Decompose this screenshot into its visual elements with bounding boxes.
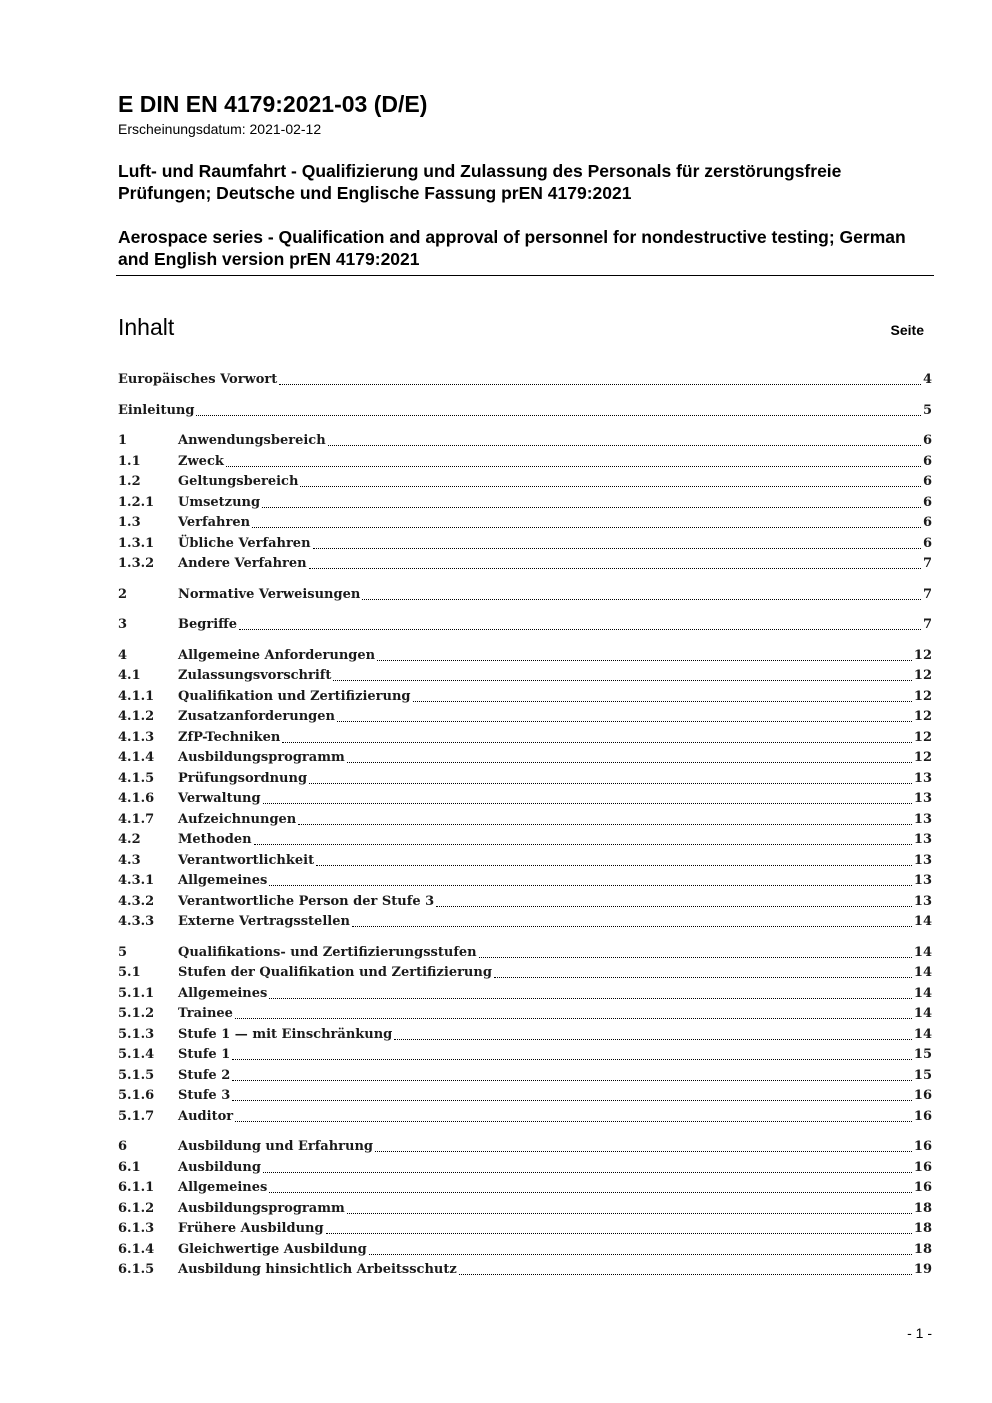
toc-dot-leader [232, 1099, 912, 1101]
toc-entry-title: Verwaltung [178, 791, 261, 806]
toc-dot-leader [232, 1079, 912, 1081]
toc-entry-page: 16 [913, 1088, 932, 1103]
toc-entry-page: 6 [922, 433, 932, 448]
toc-entry[interactable] [118, 871, 932, 892]
toc-entry-page: 12 [913, 668, 932, 683]
toc-entry[interactable] [118, 493, 932, 514]
toc-entry-leader [178, 1066, 932, 1086]
toc-entry-page: 13 [913, 893, 932, 909]
toc-entry-title: Trainee [178, 1006, 233, 1021]
toc-dot-leader [226, 465, 921, 467]
toc-entry-page: 13 [913, 770, 932, 786]
toc-entry-title: Ausbildung und Erfahrung [178, 1139, 374, 1154]
toc-entry-leader [178, 493, 932, 513]
toc-entry-leader [178, 810, 932, 830]
title-german: Luft- und Raumfahrt - Qualifizierung und Zulassung des Personals für zerstörungsfreie Prüfungen; Deutsche und Englische Fassung prEN 4179:2021 [118, 161, 842, 203]
toc-entry-page: 12 [913, 709, 932, 724]
toc-dot-leader [269, 997, 912, 999]
toc-entry-number: 1.1 [118, 453, 141, 469]
toc-entry-leader [178, 513, 932, 533]
toc-entry-leader [178, 728, 932, 748]
toc-dot-leader [347, 761, 912, 763]
toc-entry-page: 18 [913, 1200, 932, 1216]
toc-entry[interactable] [118, 830, 932, 851]
toc-dot-leader [309, 782, 912, 784]
toc-entry-leader [178, 871, 932, 891]
toc-entry-number: 4.3.1 [118, 873, 155, 888]
toc-entry-leader [178, 984, 932, 1004]
toc-dot-leader [235, 1017, 912, 1019]
toc-entry-page: 6 [922, 453, 932, 469]
toc-entry-number: 5.1 [118, 965, 141, 980]
toc-entry-leader [178, 1260, 932, 1280]
toc-dot-leader [263, 1171, 912, 1173]
toc-entry-title: Europäisches Vorwort [118, 372, 278, 387]
toc-entry[interactable] [118, 851, 932, 872]
page-number: - 1 - [907, 1325, 932, 1341]
toc-entry-page: 13 [913, 832, 932, 847]
toc-entry-page: 7 [922, 556, 932, 571]
toc-entry-number: 5.1.5 [118, 1067, 155, 1083]
toc-entry-leader [178, 1086, 932, 1106]
toc-entry-title: Allgemeines [178, 1180, 268, 1195]
toc-entry-number: 6.1.1 [118, 1180, 155, 1195]
toc-entry-page: 16 [913, 1139, 932, 1154]
toc-entry-title: Ausbildungsprogramm [178, 750, 345, 765]
toc-dot-leader [436, 905, 912, 907]
toc-entry-leader [178, 963, 932, 983]
toc-entry-leader [178, 1137, 932, 1157]
toc-entry[interactable] [118, 472, 932, 493]
toc-entry-leader [118, 370, 932, 390]
toc-entry-title: Aufzeichnungen [178, 811, 297, 827]
toc-dot-leader [337, 720, 912, 722]
toc-entry-leader [178, 851, 932, 871]
toc-entry-page: 14 [913, 985, 932, 1001]
toc-entry[interactable] [118, 615, 932, 636]
toc-entry-page: 12 [913, 750, 932, 765]
toc-entry[interactable] [118, 1199, 932, 1220]
toc-dot-leader [313, 547, 921, 549]
toc-entry-number: 6.1.5 [118, 1262, 155, 1277]
toc-entry-leader [178, 912, 932, 932]
toc-entry[interactable] [118, 1086, 932, 1107]
toc-entry-page: 14 [913, 965, 932, 980]
toc-dot-leader [300, 485, 921, 487]
toc-entry-leader [178, 1107, 932, 1127]
toc-entry-title: Verfahren [178, 515, 251, 530]
toc-entry-number: 4.3.3 [118, 914, 155, 929]
toc-entry-leader [178, 1158, 932, 1178]
toc-entry-page: 16 [913, 1180, 932, 1195]
toc-entry[interactable] [118, 789, 932, 810]
toc-entry[interactable] [118, 431, 932, 452]
toc-entry-leader [178, 585, 932, 605]
toc-entry-leader [178, 666, 932, 686]
toc-entry-number: 5.1.4 [118, 1047, 155, 1062]
toc-entry-title: Umsetzung [178, 494, 261, 510]
toc-entry-page: 18 [913, 1241, 932, 1257]
toc-entry-page: 19 [913, 1262, 932, 1277]
toc-entry-leader [178, 534, 932, 554]
toc-dot-leader [269, 1191, 912, 1193]
toc-dot-leader [298, 823, 912, 825]
toc-entry[interactable] [118, 892, 932, 913]
toc-entry-leader [178, 1045, 932, 1065]
toc-entry-number: 4.1.5 [118, 770, 155, 786]
toc-entry-page: 6 [922, 474, 932, 489]
toc-entry-page: 6 [922, 515, 932, 530]
toc-dot-leader [394, 1038, 912, 1040]
toc-entry-number: 5.1.7 [118, 1108, 155, 1124]
toc-entry-leader [178, 1219, 932, 1239]
toc-entry[interactable] [118, 707, 932, 728]
toc-entry-title: Normative Verweisungen [178, 586, 361, 602]
toc-dot-leader [196, 414, 921, 416]
toc-entry-title: ZfP-Techniken [178, 729, 281, 745]
toc-entry-leader [178, 452, 932, 472]
toc-entry-title: Prüfungsordnung [178, 770, 308, 786]
toc-entry[interactable] [118, 554, 932, 575]
toc-dot-leader [377, 659, 912, 661]
toc-entry-number: 6.1.4 [118, 1241, 155, 1257]
toc-dot-leader [326, 1232, 912, 1234]
toc-entry-title: Anwendungsbereich [178, 433, 326, 448]
toc-entry-page: 13 [913, 811, 932, 827]
toc-entry[interactable] [118, 963, 932, 984]
toc-entry[interactable] [118, 1137, 932, 1158]
toc-entry-leader [178, 892, 932, 912]
toc-entry-number: 2 [118, 586, 128, 602]
toc-entry[interactable] [118, 1107, 932, 1128]
toc-entry-title: Stufe 3 [178, 1088, 231, 1103]
toc-entry-number: 6.1.3 [118, 1221, 155, 1236]
toc-entry-page: 14 [913, 944, 932, 960]
toc-entry-number: 5 [118, 944, 128, 960]
toc-entry-title: Allgemeines [178, 985, 268, 1001]
toc-entry-page: 14 [913, 914, 932, 929]
toc-heading: Inhalt [118, 314, 175, 340]
toc-dot-leader [352, 925, 912, 927]
toc-entry-page: 5 [922, 402, 932, 418]
toc-entry[interactable] [118, 513, 932, 534]
toc-entry-title: Gleichwertige Ausbildung [178, 1241, 367, 1257]
toc-dot-leader [369, 1253, 912, 1255]
toc-entry[interactable] [118, 1260, 932, 1281]
toc-entry[interactable] [118, 1004, 932, 1025]
toc-entry[interactable] [118, 534, 932, 555]
toc-dot-leader [232, 1058, 912, 1060]
toc-entry-number: 4 [118, 647, 128, 663]
toc-entry-page: 18 [913, 1221, 932, 1236]
toc-entry-number: 4.1 [118, 668, 141, 683]
toc-dot-leader [235, 1120, 912, 1122]
toc-dot-leader [254, 843, 912, 845]
toc-entry-leader [178, 431, 932, 451]
toc-entry-number: 4.3.2 [118, 893, 155, 909]
toc-entry-page: 15 [913, 1047, 932, 1062]
toc-entry[interactable] [118, 585, 932, 606]
toc-entry-number: 1.3.1 [118, 535, 155, 551]
toc-entry[interactable] [118, 1025, 932, 1046]
toc-entry-title: Ausbildung hinsichtlich Arbeitsschutz [178, 1262, 457, 1277]
toc-entry-title: Ausbildung [178, 1159, 261, 1175]
toc-entry-title: Übliche Verfahren [178, 535, 311, 551]
toc-entry[interactable] [118, 1066, 932, 1087]
toc-entry-page: 16 [913, 1108, 932, 1124]
toc-entry[interactable] [118, 646, 932, 667]
toc-entry-page: 16 [913, 1159, 932, 1175]
toc-dot-leader [362, 598, 921, 600]
toc-dot-leader [239, 628, 921, 630]
toc-entry[interactable] [118, 666, 932, 687]
toc-dot-leader [262, 506, 921, 508]
toc-entry[interactable] [118, 401, 932, 422]
toc-dot-leader [333, 679, 912, 681]
toc-entry-title: Frühere Ausbildung [178, 1221, 324, 1236]
toc-entry[interactable] [118, 769, 932, 790]
toc-dot-leader [328, 444, 921, 446]
toc-entry-title: Geltungsbereich [178, 474, 299, 489]
toc-entry-number: 6.1.2 [118, 1200, 155, 1216]
toc-entry-number: 4.3 [118, 852, 141, 868]
toc-entry[interactable] [118, 728, 932, 749]
toc-entry-title: Stufe 1 [178, 1047, 231, 1062]
toc-dot-leader [263, 802, 912, 804]
toc-dot-leader [269, 884, 912, 886]
toc-entry-leader [178, 1240, 932, 1260]
toc-entry-leader [178, 1178, 932, 1198]
document-title: E DIN EN 4179:2021-03 (D/E) [118, 91, 428, 117]
toc-entry-number: 4.1.4 [118, 750, 155, 765]
toc-entry-page: 12 [913, 647, 932, 663]
toc-entry-leader [178, 554, 932, 574]
toc-entry-leader [178, 1004, 932, 1024]
toc-entry-number: 6.1 [118, 1159, 141, 1175]
toc-entry-leader [178, 615, 932, 635]
toc-entry[interactable] [118, 452, 932, 473]
toc-entry-number: 4.1.7 [118, 811, 155, 827]
toc-entry-leader [178, 1025, 932, 1045]
toc-entry[interactable] [118, 1178, 932, 1199]
toc-entry-title: Allgemeines [178, 873, 268, 888]
toc-dot-leader [479, 956, 912, 958]
toc-entry-title: Externe Vertragsstellen [178, 914, 350, 929]
toc-entry-leader [178, 687, 932, 707]
toc-entry[interactable] [118, 1219, 932, 1240]
table-of-contents [118, 370, 932, 1281]
toc-entry-number: 1.2.1 [118, 494, 155, 510]
toc-entry-page: 13 [913, 852, 932, 868]
toc-entry-title: Qualifikation und Zertifizierung [178, 688, 411, 704]
toc-entry[interactable] [118, 1045, 932, 1066]
toc-entry-page: 4 [922, 372, 932, 387]
toc-entry-page: 14 [913, 1006, 932, 1021]
toc-entry-leader [178, 943, 932, 963]
toc-entry[interactable] [118, 370, 932, 391]
toc-entry-page: 7 [922, 586, 932, 602]
toc-entry-number: 3 [118, 617, 128, 632]
toc-entry-title: Methoden [178, 832, 252, 847]
toc-entry-page: 12 [913, 688, 932, 704]
toc-entry-leader [118, 401, 932, 421]
toc-entry-title: Stufe 2 [178, 1067, 231, 1083]
toc-page-column-heading: Seite [890, 322, 924, 338]
toc-entry-number: 4.1.6 [118, 791, 155, 806]
toc-entry-title: Begriffe [178, 617, 238, 632]
toc-entry-page: 12 [913, 729, 932, 745]
toc-entry-leader [178, 1199, 932, 1219]
toc-entry[interactable] [118, 1240, 932, 1261]
toc-entry[interactable] [118, 810, 932, 831]
title-english: Aerospace series - Qualification and approval of personnel for nondestructive testing; German and English version prEN 4179:2021 [118, 227, 906, 269]
toc-entry-title: Zweck [178, 453, 224, 469]
toc-dot-leader [279, 383, 921, 385]
toc-entry-title: Auditor [178, 1108, 234, 1124]
toc-entry-page: 6 [922, 494, 932, 510]
toc-dot-leader [375, 1150, 912, 1152]
toc-entry[interactable] [118, 687, 932, 708]
toc-dot-leader [316, 864, 912, 866]
toc-entry-number: 1.3 [118, 515, 141, 530]
toc-entry-leader [178, 769, 932, 789]
toc-entry-leader [178, 830, 932, 850]
toc-entry-page: 14 [913, 1026, 932, 1042]
toc-entry-number: 1.2 [118, 474, 141, 489]
toc-entry[interactable] [118, 943, 932, 964]
toc-entry-leader [178, 789, 932, 809]
toc-entry-title: Andere Verfahren [178, 556, 307, 571]
toc-entry-title: Zulassungsvorschrift [178, 668, 332, 683]
toc-dot-leader [309, 567, 921, 569]
toc-entry-page: 6 [922, 535, 932, 551]
toc-entry-number: 4.1.3 [118, 729, 155, 745]
toc-entry-title: Verantwortlichkeit [178, 852, 315, 868]
toc-entry-leader [178, 472, 932, 492]
toc-entry-title: Stufe 1 — mit Einschränkung [178, 1026, 393, 1042]
toc-entry-number: 1.3.2 [118, 556, 155, 571]
toc-entry-number: 5.1.3 [118, 1026, 155, 1042]
toc-dot-leader [413, 700, 912, 702]
toc-dot-leader [459, 1273, 912, 1275]
toc-entry-title: Stufen der Qualifikation und Zertifizierung [178, 965, 492, 980]
toc-entry-page: 7 [922, 617, 932, 632]
toc-entry-title: Ausbildungsprogramm [178, 1200, 345, 1216]
toc-entry-title: Qualifikations- und Zertifizierungsstufen [178, 944, 477, 960]
toc-entry[interactable] [118, 984, 932, 1005]
toc-entry[interactable] [118, 1158, 932, 1179]
toc-entry-title: Einleitung [118, 402, 195, 418]
toc-entry-leader [178, 748, 932, 768]
toc-entry-page: 15 [913, 1067, 932, 1083]
toc-entry-number: 4.2 [118, 832, 141, 847]
toc-dot-leader [494, 976, 912, 978]
toc-entry-page: 13 [913, 873, 932, 888]
toc-dot-leader [252, 526, 921, 528]
toc-entry-number: 5.1.2 [118, 1006, 155, 1021]
toc-entry-number: 5.1.1 [118, 985, 155, 1001]
toc-entry-number: 5.1.6 [118, 1088, 155, 1103]
toc-entry-number: 4.1.1 [118, 688, 155, 704]
toc-entry-number: 4.1.2 [118, 709, 155, 724]
document-header [118, 90, 934, 270]
toc-entry-title: Zusatzanforderungen [178, 709, 335, 724]
toc-entry-leader [178, 646, 932, 666]
header-divider [116, 275, 934, 276]
toc-entry-page: 13 [913, 791, 932, 806]
toc-entry-title: Allgemeine Anforderungen [178, 647, 376, 663]
publication-date: Erscheinungsdatum: 2021-02-12 [118, 121, 322, 137]
toc-entry[interactable] [118, 912, 932, 933]
toc-entry-title: Verantwortliche Person der Stufe 3 [178, 893, 435, 909]
toc-entry[interactable] [118, 748, 932, 769]
toc-dot-leader [282, 741, 912, 743]
toc-dot-leader [347, 1212, 912, 1214]
toc-entry-number: 6 [118, 1139, 128, 1154]
toc-entry-number: 1 [118, 433, 128, 448]
toc-entry-leader [178, 707, 932, 727]
